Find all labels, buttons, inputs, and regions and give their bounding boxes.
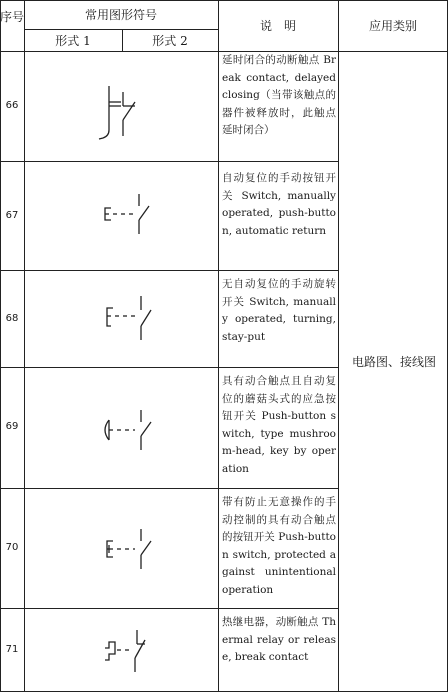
col-divider-seq xyxy=(24,0,25,692)
turning-switch-icon xyxy=(95,292,155,344)
row-description: 具有动合触点且自动复位的蘑菇头式的应急按钮开关 Push-button switch, type mushroom-head, key by operation xyxy=(222,375,336,475)
row-rule xyxy=(0,270,338,271)
thermal-relay-icon xyxy=(95,628,155,676)
row-number: 71 xyxy=(5,644,19,655)
row-description: 带有防止无意操作的手动控制的具有动合触点的按钮开关 Push-button switch, protected against unintentional operation xyxy=(222,496,336,596)
row-description: 热继电器，动断触点 Thermal relay or release, break contact xyxy=(222,616,336,663)
header-form2: 形式 2 xyxy=(152,34,188,48)
header-mid-rule xyxy=(24,29,218,30)
header-symbol-group: 常用图形符号 xyxy=(84,8,157,22)
row-rule xyxy=(0,367,338,368)
header-category: 应用类别 xyxy=(368,19,417,33)
break-contact-delayed-closing-icon xyxy=(95,82,145,142)
header-seq: 序号 xyxy=(0,10,25,24)
table-border-top xyxy=(0,0,448,1)
header-form1: 形式 1 xyxy=(55,34,91,48)
row-number: 67 xyxy=(5,210,19,221)
row-number: 66 xyxy=(5,100,19,111)
protected-push-button-icon xyxy=(95,525,155,573)
row-number: 70 xyxy=(5,542,19,553)
mushroom-head-switch-icon xyxy=(95,406,155,454)
row-rule xyxy=(0,608,338,609)
col-divider-desc xyxy=(338,0,339,692)
col-divider-symbol xyxy=(218,0,219,692)
row-number: 68 xyxy=(5,313,19,324)
row-rule xyxy=(0,488,338,489)
header-desc: 说 明 xyxy=(259,19,296,33)
category-value: 电路图、接线图 xyxy=(351,355,436,369)
row-description: 无自动复位的手动旋转开关 Switch, manually operated, turning, stay-put xyxy=(222,278,336,343)
row-description: 延时闭合的动断触点 Break contact, delayed closing（当带该触点的器件被释放时，此触点延时闭合） xyxy=(222,54,336,136)
row-description: 自动复位的手动按钮开关 Switch, manually operated, push-button, automatic return xyxy=(222,172,336,237)
row-rule xyxy=(0,161,338,162)
push-button-switch-icon xyxy=(95,190,155,238)
row-number: 69 xyxy=(5,421,19,432)
